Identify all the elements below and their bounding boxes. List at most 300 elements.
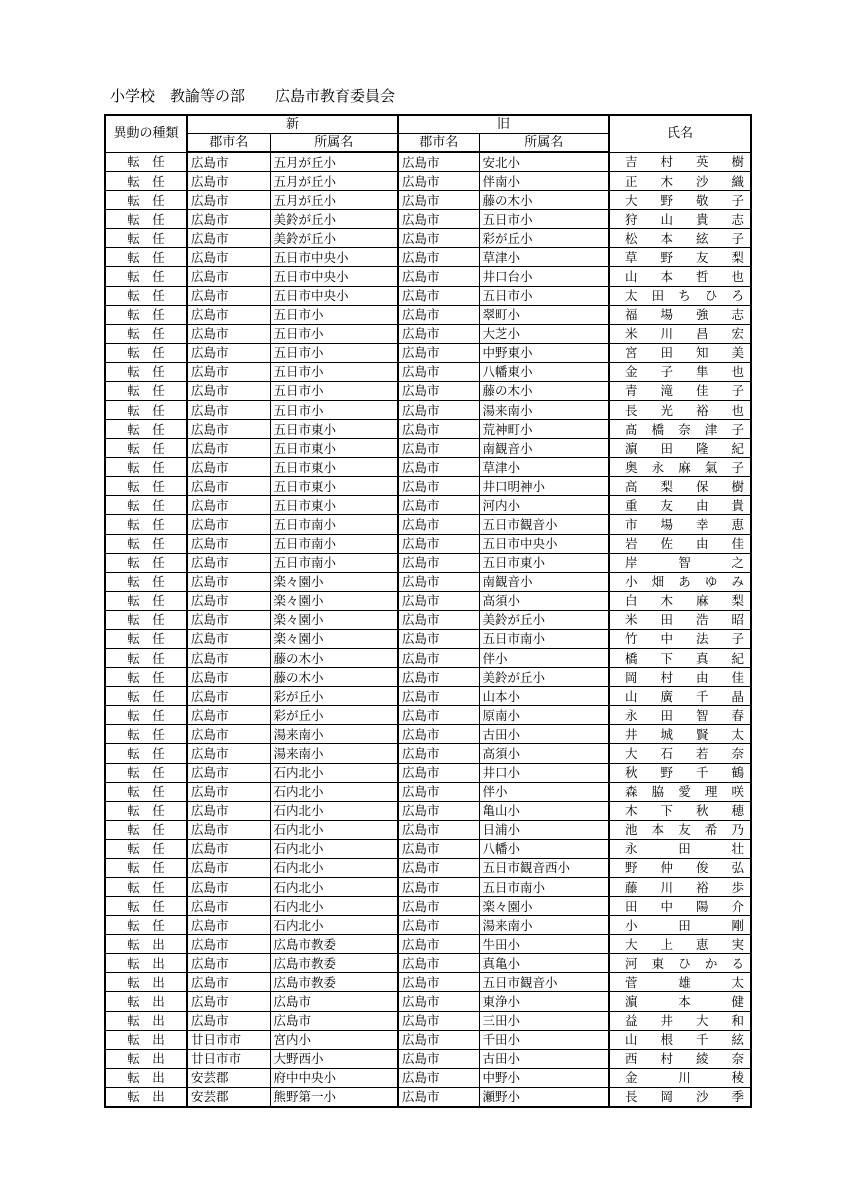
table-row	[105, 820, 751, 839]
name-cell	[609, 324, 751, 343]
person-name: 山 根 千 絃	[625, 1032, 744, 1048]
name-cell	[609, 591, 751, 610]
new-school-cell: 広島市	[270, 992, 398, 1011]
transfer-type-cell: 転 任	[105, 687, 187, 706]
old-school-cell: 湯来南小	[479, 401, 609, 420]
new-school-cell: 石内北小	[270, 897, 398, 916]
name-cell	[609, 1068, 751, 1087]
new-school-cell: 楽々園小	[270, 591, 398, 610]
old-school-cell: 五日市東小	[479, 553, 609, 572]
old-city-cell: 広島市	[398, 420, 479, 439]
transfer-type-cell: 転 任	[105, 305, 187, 324]
new-city-cell: 広島市	[187, 534, 270, 553]
transfer-type-cell: 転 任	[105, 763, 187, 782]
new-city-cell: 広島市	[187, 916, 270, 935]
transfer-type-cell: 転 任	[105, 381, 187, 400]
old-city-cell: 広島市	[398, 210, 479, 229]
name-cell	[609, 381, 751, 400]
old-school-cell: 千田小	[479, 1030, 609, 1049]
transfer-type-cell: 転 任	[105, 534, 187, 553]
new-city-cell: 広島市	[187, 381, 270, 400]
person-name: 大 上 恵 実	[625, 936, 744, 952]
table-row	[105, 649, 751, 668]
transfer-type-cell: 転 任	[105, 191, 187, 210]
transfer-type-cell: 転 出	[105, 1087, 187, 1107]
person-name: 青 滝 佳 子	[625, 383, 744, 399]
new-city-cell: 広島市	[187, 248, 270, 267]
new-school-cell: 五日市南小	[270, 515, 398, 534]
old-school-cell: 牛田小	[479, 935, 609, 954]
new-school-cell: 彩が丘小	[270, 687, 398, 706]
transfer-type-cell: 転 任	[105, 629, 187, 648]
new-school-cell: 五日市小	[270, 381, 398, 400]
new-school-cell: 広島市	[270, 1011, 398, 1030]
new-city-cell: 広島市	[187, 687, 270, 706]
transfer-type-cell: 転 任	[105, 916, 187, 935]
name-cell	[609, 496, 751, 515]
old-city-cell: 広島市	[398, 668, 479, 687]
new-city-cell: 広島市	[187, 801, 270, 820]
new-city-cell: 安芸郡	[187, 1087, 270, 1107]
name-cell	[609, 916, 751, 935]
table-row	[105, 401, 751, 420]
person-name: 秋 野 千 鶴	[625, 765, 744, 781]
old-city-cell: 広島市	[398, 629, 479, 648]
old-city-cell: 広島市	[398, 458, 479, 477]
name-cell	[609, 706, 751, 725]
new-city-cell: 広島市	[187, 897, 270, 916]
person-name: 小 田 剛	[625, 917, 745, 933]
old-city-cell: 広島市	[398, 839, 479, 858]
new-city-cell: 広島市	[187, 1011, 270, 1030]
transfer-type-cell: 転 任	[105, 420, 187, 439]
old-school-cell: 伴小	[479, 782, 609, 801]
name-cell	[609, 210, 751, 229]
old-city-cell: 広島市	[398, 954, 479, 973]
old-school-cell: 東浄小	[479, 992, 609, 1011]
name-cell	[609, 248, 751, 267]
table-row	[105, 553, 751, 572]
old-school-cell: 楽々園小	[479, 897, 609, 916]
old-school-cell: 南観音小	[479, 439, 609, 458]
new-school-cell: 五日市東小	[270, 439, 398, 458]
new-school-cell: 宮内小	[270, 1030, 398, 1049]
new-city-cell: 広島市	[187, 820, 270, 839]
old-school-cell: 五日市観音小	[479, 515, 609, 534]
person-name: 狩 山 貴 志	[625, 211, 744, 227]
table-row	[105, 439, 751, 458]
transfer-type-cell: 転 任	[105, 725, 187, 744]
old-school-cell: 大芝小	[479, 324, 609, 343]
new-school-cell: 石内北小	[270, 839, 398, 858]
name-cell	[609, 152, 751, 172]
old-city-cell: 広島市	[398, 172, 479, 191]
name-cell	[609, 286, 751, 305]
transfer-type-cell: 転 任	[105, 286, 187, 305]
new-city-cell: 広島市	[187, 992, 270, 1011]
old-city-cell: 広島市	[398, 992, 479, 1011]
person-name: 長 光 裕 也	[625, 402, 744, 418]
old-city-cell: 広島市	[398, 572, 479, 591]
old-school-cell: 山本小	[479, 687, 609, 706]
table-row	[105, 858, 751, 877]
transfer-type-cell: 転 任	[105, 572, 187, 591]
person-name: 田 中 陽 介	[625, 898, 744, 914]
new-school-cell: 石内北小	[270, 820, 398, 839]
old-school-cell: 五日市南小	[479, 877, 609, 896]
old-city-cell: 広島市	[398, 744, 479, 763]
old-school-cell: 瀬野小	[479, 1087, 609, 1107]
header-new: 新	[187, 115, 398, 134]
old-city-cell: 広島市	[398, 439, 479, 458]
person-name: 重 友 由 貴	[625, 497, 744, 513]
old-city-cell: 広島市	[398, 820, 479, 839]
transfer-type-cell: 転 任	[105, 496, 187, 515]
table-row	[105, 1011, 751, 1030]
table-row	[105, 668, 751, 687]
old-city-cell: 広島市	[398, 229, 479, 248]
table-row	[105, 877, 751, 896]
name-cell	[609, 649, 751, 668]
new-city-cell: 広島市	[187, 458, 270, 477]
old-city-cell: 広島市	[398, 477, 479, 496]
new-school-cell: 石内北小	[270, 763, 398, 782]
person-name: 岸 智 之	[625, 555, 745, 571]
person-name: 福 場 強 志	[625, 307, 744, 323]
person-name: 太 田 ち ひ ろ	[625, 288, 744, 304]
table-row	[105, 973, 751, 992]
old-city-cell: 広島市	[398, 763, 479, 782]
name-cell	[609, 420, 751, 439]
table-row	[105, 267, 751, 286]
header-old: 旧	[398, 115, 609, 134]
old-city-cell: 広島市	[398, 706, 479, 725]
table-row	[105, 191, 751, 210]
person-name: 井 城 賢 太	[625, 726, 744, 742]
new-school-cell: 五日市小	[270, 343, 398, 362]
transfer-type-cell: 転 任	[105, 152, 187, 172]
table-row	[105, 706, 751, 725]
new-school-cell: 楽々園小	[270, 610, 398, 629]
new-school-cell: 五日市東小	[270, 420, 398, 439]
name-cell	[609, 1030, 751, 1049]
name-cell	[609, 992, 751, 1011]
old-city-cell: 広島市	[398, 534, 479, 553]
person-name: 草 野 友 梨	[625, 249, 744, 265]
old-city-cell: 広島市	[398, 687, 479, 706]
name-cell	[609, 858, 751, 877]
person-name: 奥 永 麻 氣 子	[625, 459, 744, 475]
new-school-cell: 五日市小	[270, 305, 398, 324]
old-school-cell: 美鈴が丘小	[479, 668, 609, 687]
person-name: 大 石 若 奈	[625, 745, 744, 761]
name-cell	[609, 477, 751, 496]
table-row	[105, 801, 751, 820]
name-cell	[609, 191, 751, 210]
new-city-cell: 広島市	[187, 668, 270, 687]
table-row	[105, 725, 751, 744]
person-name: 永 田 壮	[625, 841, 745, 857]
transfer-type-cell: 転 任	[105, 668, 187, 687]
new-school-cell: 五月が丘小	[270, 152, 398, 172]
person-name: 竹 中 法 子	[625, 631, 744, 647]
new-school-cell: 楽々園小	[270, 629, 398, 648]
person-name: 益 井 大 和	[625, 1013, 744, 1029]
old-city-cell: 広島市	[398, 877, 479, 896]
old-city-cell: 広島市	[398, 515, 479, 534]
new-city-cell: 広島市	[187, 839, 270, 858]
name-cell	[609, 801, 751, 820]
table-row	[105, 1087, 751, 1107]
name-cell	[609, 1011, 751, 1030]
new-city-cell: 広島市	[187, 954, 270, 973]
old-city-cell: 広島市	[398, 916, 479, 935]
table-row	[105, 916, 751, 935]
new-school-cell: 石内北小	[270, 782, 398, 801]
old-city-cell: 広島市	[398, 935, 479, 954]
old-school-cell: 五日市南小	[479, 629, 609, 648]
table-row	[105, 152, 751, 172]
new-school-cell: 五日市中央小	[270, 248, 398, 267]
person-name: 橋 下 真 紀	[625, 650, 744, 666]
old-school-cell: 古田小	[479, 1049, 609, 1068]
person-name: 松 本 絃 子	[625, 230, 744, 246]
new-school-cell: 石内北小	[270, 877, 398, 896]
transfer-type-cell: 転 任	[105, 858, 187, 877]
table-row	[105, 210, 751, 229]
table-row	[105, 420, 751, 439]
old-school-cell: 草津小	[479, 458, 609, 477]
header-transfer-type: 異動の種類	[105, 115, 187, 152]
new-school-cell: 五日市小	[270, 401, 398, 420]
person-name: 藤 川 裕 歩	[625, 879, 744, 895]
new-city-cell: 広島市	[187, 935, 270, 954]
header-old-school: 所属名	[479, 134, 609, 153]
person-name: 髙 橋 奈 津 子	[625, 421, 744, 437]
old-city-cell: 広島市	[398, 248, 479, 267]
old-city-cell: 広島市	[398, 1087, 479, 1107]
old-city-cell: 広島市	[398, 649, 479, 668]
table-row	[105, 324, 751, 343]
new-school-cell: 湯来南小	[270, 744, 398, 763]
old-school-cell: 藤の木小	[479, 381, 609, 400]
table-row	[105, 897, 751, 916]
old-school-cell: 中野小	[479, 1068, 609, 1087]
new-school-cell: 五日市東小	[270, 458, 398, 477]
table-row	[105, 286, 751, 305]
name-cell	[609, 973, 751, 992]
header-new-school: 所属名	[270, 134, 398, 153]
transfer-type-cell: 転 任	[105, 515, 187, 534]
old-city-cell: 広島市	[398, 1068, 479, 1087]
old-city-cell: 広島市	[398, 1011, 479, 1030]
table-row	[105, 172, 751, 191]
transfer-type-cell: 転 任	[105, 229, 187, 248]
table-row	[105, 687, 751, 706]
new-school-cell: 楽々園小	[270, 572, 398, 591]
person-name: 長 岡 沙 季	[625, 1089, 744, 1105]
old-school-cell: 日浦小	[479, 820, 609, 839]
old-school-cell: 伴小	[479, 649, 609, 668]
transfer-type-cell: 転 任	[105, 744, 187, 763]
new-city-cell: 広島市	[187, 706, 270, 725]
old-school-cell: 南観音小	[479, 572, 609, 591]
name-cell	[609, 954, 751, 973]
name-cell	[609, 267, 751, 286]
name-cell	[609, 610, 751, 629]
name-cell	[609, 839, 751, 858]
transfer-type-cell: 転 任	[105, 801, 187, 820]
old-city-cell: 広島市	[398, 858, 479, 877]
person-name: 池 本 友 希 乃	[625, 822, 744, 838]
name-cell	[609, 935, 751, 954]
old-school-cell: 高須小	[479, 591, 609, 610]
old-school-cell: 原南小	[479, 706, 609, 725]
new-city-cell: 広島市	[187, 744, 270, 763]
new-city-cell: 広島市	[187, 401, 270, 420]
new-city-cell: 広島市	[187, 477, 270, 496]
new-school-cell: 五日市南小	[270, 553, 398, 572]
person-name: 小 畑 あ ゆ み	[625, 574, 744, 590]
new-city-cell: 広島市	[187, 152, 270, 172]
new-city-cell: 広島市	[187, 172, 270, 191]
transfer-type-cell: 転 任	[105, 210, 187, 229]
transfer-type-cell: 転 任	[105, 897, 187, 916]
person-name: 西 村 綾 奈	[625, 1051, 744, 1067]
person-name: 高 梨 保 樹	[625, 478, 744, 494]
name-cell	[609, 515, 751, 534]
name-cell	[609, 534, 751, 553]
person-name: 白 木 麻 梨	[625, 593, 744, 609]
new-school-cell: 五日市中央小	[270, 267, 398, 286]
new-school-cell: 湯来南小	[270, 725, 398, 744]
old-school-cell: 高須小	[479, 744, 609, 763]
transfer-type-cell: 転 任	[105, 458, 187, 477]
new-city-cell: 廿日市市	[187, 1030, 270, 1049]
old-school-cell: 井口明神小	[479, 477, 609, 496]
old-school-cell: 五日市小	[479, 286, 609, 305]
old-school-cell: 中野東小	[479, 343, 609, 362]
header-name: 氏名	[609, 115, 751, 152]
old-school-cell: 古田小	[479, 725, 609, 744]
old-city-cell: 広島市	[398, 725, 479, 744]
person-name: 金 子 隼 也	[625, 364, 744, 380]
name-cell	[609, 744, 751, 763]
transfer-type-cell: 転 任	[105, 610, 187, 629]
new-city-cell: 広島市	[187, 973, 270, 992]
new-school-cell: 広島市教委	[270, 973, 398, 992]
transfer-type-cell: 転 出	[105, 992, 187, 1011]
old-school-cell: 井口台小	[479, 267, 609, 286]
table-row	[105, 935, 751, 954]
new-city-cell: 広島市	[187, 267, 270, 286]
transfer-type-cell: 転 出	[105, 1049, 187, 1068]
name-cell	[609, 1049, 751, 1068]
new-school-cell: 石内北小	[270, 916, 398, 935]
old-school-cell: 翠町小	[479, 305, 609, 324]
page-heading: 小学校 教諭等の部 広島市教育委員会	[110, 87, 396, 105]
new-city-cell: 広島市	[187, 305, 270, 324]
new-school-cell: 藤の木小	[270, 668, 398, 687]
table-row	[105, 629, 751, 648]
name-cell	[609, 897, 751, 916]
new-city-cell: 広島市	[187, 572, 270, 591]
new-city-cell: 広島市	[187, 286, 270, 305]
table-row	[105, 381, 751, 400]
person-name: 宮 田 知 美	[625, 345, 744, 361]
table-row	[105, 763, 751, 782]
transfer-type-cell: 転 出	[105, 935, 187, 954]
new-city-cell: 安芸郡	[187, 1068, 270, 1087]
name-cell	[609, 305, 751, 324]
old-school-cell: 荒神町小	[479, 420, 609, 439]
new-school-cell: 彩が丘小	[270, 706, 398, 725]
new-school-cell: 五日市南小	[270, 534, 398, 553]
name-cell	[609, 782, 751, 801]
new-city-cell: 広島市	[187, 439, 270, 458]
old-city-cell: 広島市	[398, 496, 479, 515]
table-row	[105, 992, 751, 1011]
person-name: 米 川 昌 宏	[625, 326, 744, 342]
transfer-type-cell: 転 出	[105, 1011, 187, 1030]
table-row	[105, 458, 751, 477]
table-row	[105, 782, 751, 801]
person-name: 岡 村 由 佳	[625, 669, 744, 685]
new-school-cell: 五日市東小	[270, 496, 398, 515]
old-city-cell: 広島市	[398, 343, 479, 362]
new-school-cell: 広島市教委	[270, 954, 398, 973]
new-school-cell: 五日市小	[270, 324, 398, 343]
new-school-cell: 石内北小	[270, 801, 398, 820]
name-cell	[609, 668, 751, 687]
old-school-cell: 河内小	[479, 496, 609, 515]
old-city-cell: 広島市	[398, 267, 479, 286]
new-city-cell: 広島市	[187, 877, 270, 896]
old-school-cell: 五日市中央小	[479, 534, 609, 553]
new-city-cell: 広島市	[187, 420, 270, 439]
person-name: 木 下 秋 穂	[625, 803, 744, 819]
table-row	[105, 744, 751, 763]
old-school-cell: 五日市観音小	[479, 973, 609, 992]
transfer-type-cell: 転 任	[105, 706, 187, 725]
old-school-cell: 湯来南小	[479, 916, 609, 935]
name-cell	[609, 725, 751, 744]
old-school-cell: 美鈴が丘小	[479, 610, 609, 629]
table-row	[105, 496, 751, 515]
person-name: 濵 本 健	[625, 993, 745, 1009]
table-row	[105, 1049, 751, 1068]
person-name: 山 本 哲 也	[625, 269, 744, 284]
name-cell	[609, 1087, 751, 1107]
transfer-type-cell: 転 任	[105, 553, 187, 572]
new-city-cell: 広島市	[187, 610, 270, 629]
new-city-cell: 広島市	[187, 649, 270, 668]
person-name: 岩 佐 由 佳	[625, 536, 744, 552]
old-school-cell: 井口小	[479, 763, 609, 782]
table-row	[105, 305, 751, 324]
name-cell	[609, 629, 751, 648]
old-city-cell: 広島市	[398, 305, 479, 324]
table-row	[105, 1030, 751, 1049]
old-city-cell: 広島市	[398, 152, 479, 172]
old-city-cell: 広島市	[398, 362, 479, 381]
transfer-type-cell: 転 出	[105, 973, 187, 992]
new-school-cell: 石内北小	[270, 858, 398, 877]
transfer-type-cell: 転 任	[105, 324, 187, 343]
new-city-cell: 広島市	[187, 858, 270, 877]
personnel-table	[104, 114, 752, 1108]
old-school-cell: 八幡小	[479, 839, 609, 858]
